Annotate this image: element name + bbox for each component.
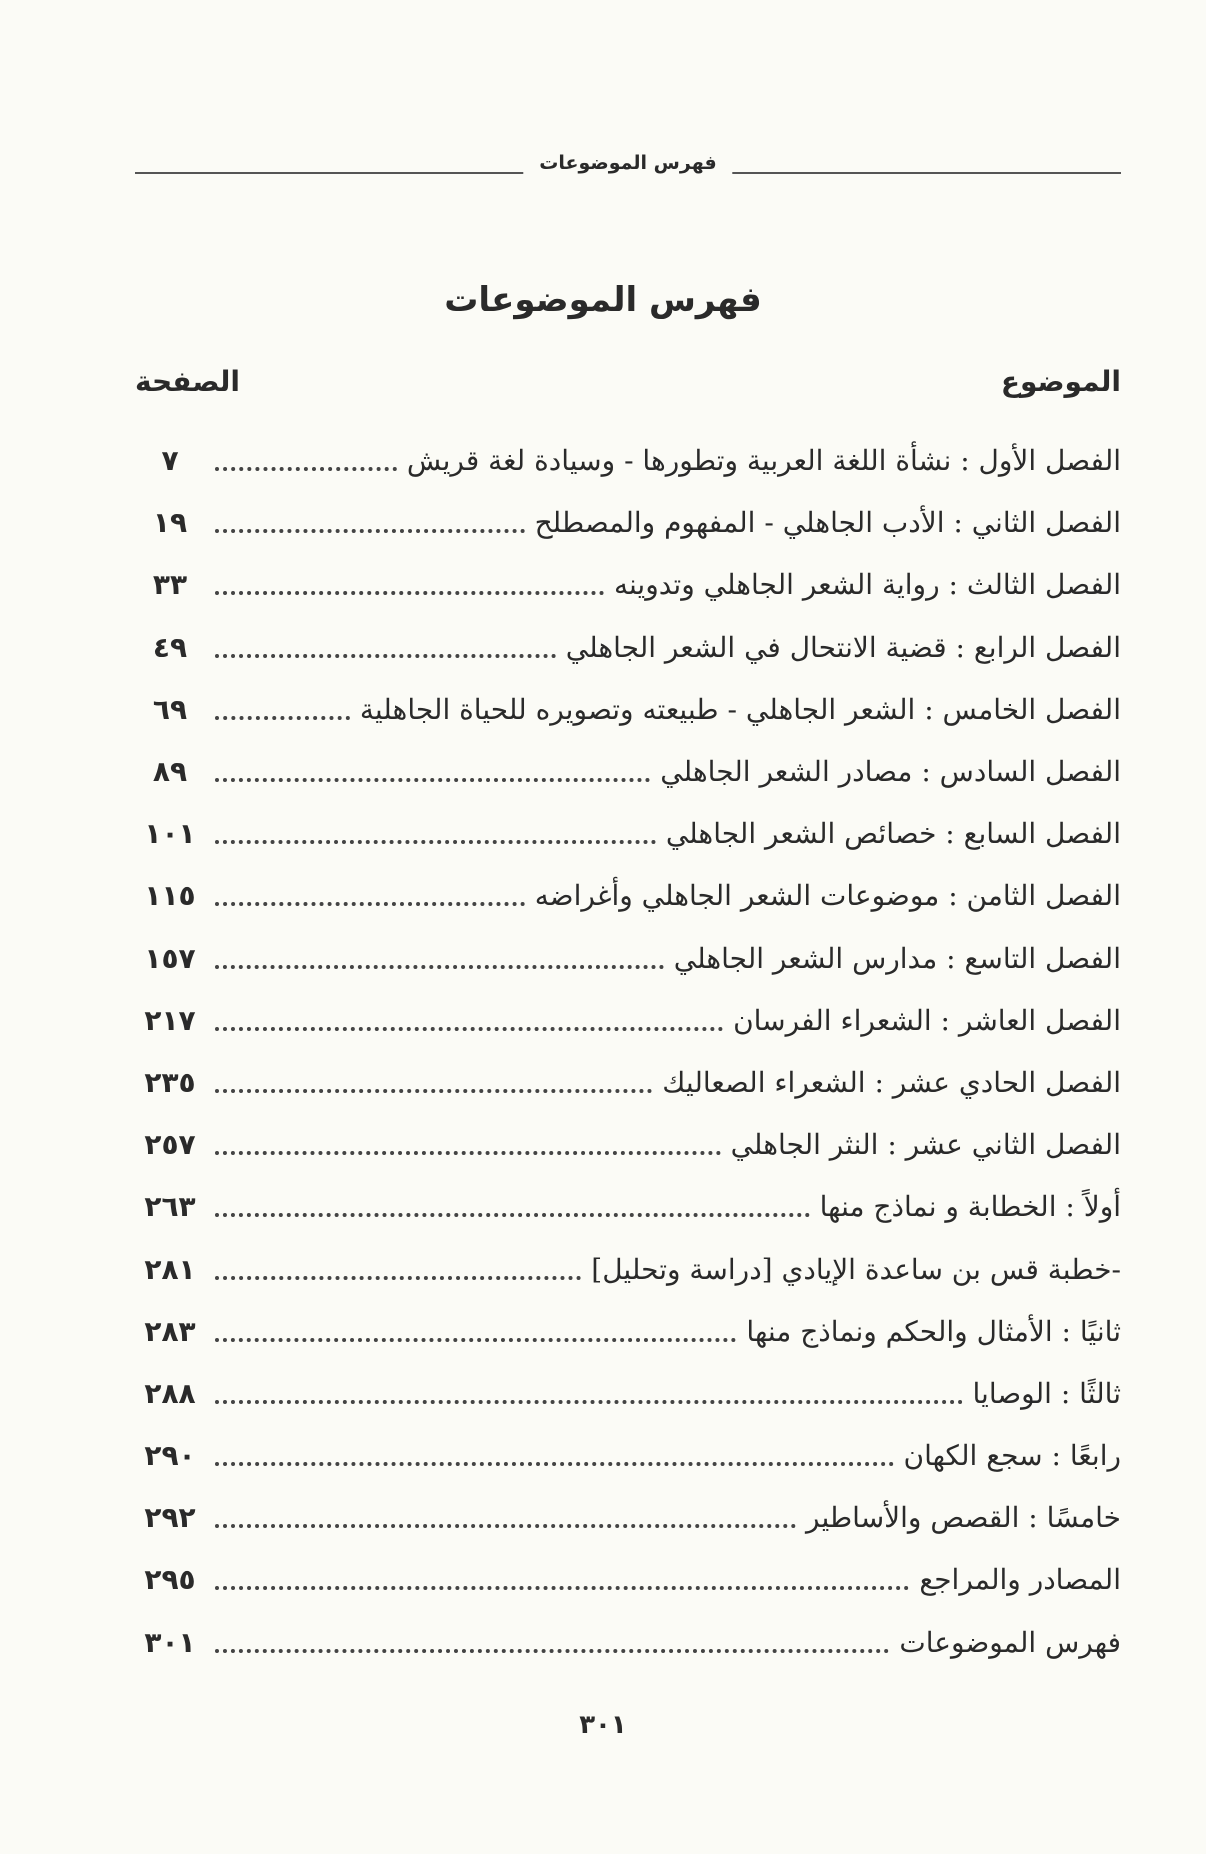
dot-leader bbox=[215, 1276, 581, 1280]
toc-entry-page: ٦٩ bbox=[152, 692, 188, 726]
dot-leader bbox=[215, 654, 556, 658]
toc-entry-title: الفصل الأول : نشأة اللغة العربية وتطورها - وسيادة لغة قريش bbox=[406, 444, 1121, 478]
toc-entry-title: الفصل الثالث : رواية الشعر الجاهلي وتدوينه bbox=[613, 568, 1121, 602]
toc-entry bbox=[135, 492, 1121, 554]
dot-leader bbox=[215, 1586, 909, 1590]
toc-entry-title: الفصل التاسع : مدارس الشعر الجاهلي bbox=[673, 941, 1121, 975]
page-number: ٣٠١ bbox=[579, 1710, 627, 1740]
toc-entry-page: ٤٩ bbox=[152, 630, 188, 664]
toc-entry-title: الفصل الثاني : الأدب الجاهلي - المفهوم والمصطلح bbox=[534, 506, 1121, 540]
toc-entry-page: ٢٨٨ bbox=[144, 1376, 196, 1410]
toc-entry bbox=[135, 1176, 1121, 1238]
toc-entry-title: الفصل السادس : مصادر الشعر الجاهلي bbox=[660, 755, 1121, 789]
toc-entry-title: ثالثًا : الوصايا bbox=[972, 1376, 1121, 1410]
toc-entry-page: ١٥٧ bbox=[144, 941, 196, 975]
toc-entry-page: ٣٠١ bbox=[144, 1625, 196, 1659]
toc-entry-page: ٢٩٥ bbox=[144, 1563, 196, 1597]
dot-leader bbox=[215, 591, 604, 595]
toc-entry bbox=[135, 1612, 1121, 1674]
toc-entry-page: ١٠١ bbox=[144, 817, 196, 851]
toc-entry-title: الفصل الحادي عشر : الشعراء الصعاليك bbox=[662, 1065, 1121, 1099]
dot-leader bbox=[215, 1338, 736, 1342]
toc-entry-page: ١٩ bbox=[152, 506, 188, 540]
toc-entry-title: الفصل الثامن : موضوعات الشعر الجاهلي وأغراضه bbox=[534, 879, 1121, 913]
toc-entry bbox=[135, 1114, 1121, 1176]
dot-leader bbox=[215, 1089, 652, 1093]
toc-list bbox=[135, 430, 1121, 1674]
toc-entry-page: ٢٥٧ bbox=[144, 1128, 196, 1162]
running-header bbox=[135, 152, 1121, 188]
toc-entry-page: ٢٨١ bbox=[144, 1252, 196, 1286]
toc-entry-title: الفصل الخامس : الشعر الجاهلي - طبيعته وتصويره للحياة الجاهلية bbox=[359, 692, 1121, 726]
toc-entry-page: ٢١٧ bbox=[144, 1003, 196, 1037]
toc-entry bbox=[135, 990, 1121, 1052]
toc-entry-title: الفصل السابع : خصائص الشعر الجاهلي bbox=[665, 817, 1121, 851]
page-column-header: الصفحة bbox=[135, 365, 241, 398]
dot-leader bbox=[215, 1524, 796, 1528]
dot-leader bbox=[215, 902, 525, 906]
dot-leader bbox=[215, 716, 350, 720]
dot-leader bbox=[215, 1151, 721, 1155]
toc-entry bbox=[135, 554, 1121, 616]
toc-entry-page: ٢٣٥ bbox=[144, 1065, 196, 1099]
toc-entry-title: أولاً : الخطابة و نماذج منها bbox=[819, 1190, 1121, 1224]
topic-column-header: الموضوع bbox=[1000, 365, 1121, 398]
toc-entry bbox=[135, 1238, 1121, 1300]
toc-entry bbox=[135, 1052, 1121, 1114]
toc-entry-title: المصادر والمراجع bbox=[919, 1563, 1121, 1597]
toc-entry bbox=[135, 430, 1121, 492]
dot-leader bbox=[215, 965, 664, 969]
dot-leader bbox=[215, 1649, 889, 1653]
toc-entry bbox=[135, 1549, 1121, 1611]
dot-leader bbox=[215, 1027, 723, 1031]
toc-entry bbox=[135, 679, 1121, 741]
toc-entry-page: ١١٥ bbox=[144, 879, 196, 913]
toc-entry-page: ٢٨٣ bbox=[144, 1314, 196, 1348]
toc-entry bbox=[135, 741, 1121, 803]
toc-entry-page: ٨٩ bbox=[152, 755, 188, 789]
toc-entry bbox=[135, 1301, 1121, 1363]
toc-entry bbox=[135, 1487, 1121, 1549]
toc-entry bbox=[135, 865, 1121, 927]
toc-entry bbox=[135, 1425, 1121, 1487]
toc-entry bbox=[135, 1363, 1121, 1425]
toc-entry-title: الفصل الثاني عشر : النثر الجاهلي bbox=[730, 1128, 1121, 1162]
running-title: فهرس الموضوعات bbox=[523, 152, 732, 174]
toc-entry-title: رابعًا : سجع الكهان bbox=[903, 1439, 1121, 1473]
toc-entry-page: ٢٩٢ bbox=[144, 1501, 196, 1535]
toc-entry-page: ٢٦٣ bbox=[144, 1190, 196, 1224]
toc-entry-page: ٧ bbox=[161, 444, 179, 478]
toc-entry-title: -خطبة قس بن ساعدة الإيادي [دراسة وتحليل] bbox=[591, 1252, 1121, 1286]
dot-leader bbox=[215, 1462, 894, 1466]
toc-entry-page: ٣٣ bbox=[152, 568, 188, 602]
page-title: فهرس الموضوعات bbox=[444, 280, 762, 320]
dot-leader bbox=[215, 1400, 963, 1404]
dot-leader bbox=[215, 840, 656, 844]
toc-entry-title: خامسًا : القصص والأساطير bbox=[806, 1501, 1121, 1535]
dot-leader bbox=[215, 529, 525, 533]
toc-entry bbox=[135, 617, 1121, 679]
dot-leader bbox=[215, 778, 650, 782]
toc-entry bbox=[135, 803, 1121, 865]
toc-entry-page: ٢٩٠ bbox=[144, 1439, 196, 1473]
dot-leader bbox=[215, 1213, 810, 1217]
toc-entry bbox=[135, 928, 1121, 990]
toc-entry-title: الفصل الرابع : قضية الانتحال في الشعر الجاهلي bbox=[565, 630, 1121, 664]
toc-entry-title: فهرس الموضوعات bbox=[899, 1625, 1121, 1659]
toc-entry-title: ثانيًا : الأمثال والحكم ونماذج منها bbox=[746, 1314, 1121, 1348]
toc-entry-title: الفصل العاشر : الشعراء الفرسان bbox=[733, 1003, 1121, 1037]
dot-leader bbox=[215, 467, 397, 471]
